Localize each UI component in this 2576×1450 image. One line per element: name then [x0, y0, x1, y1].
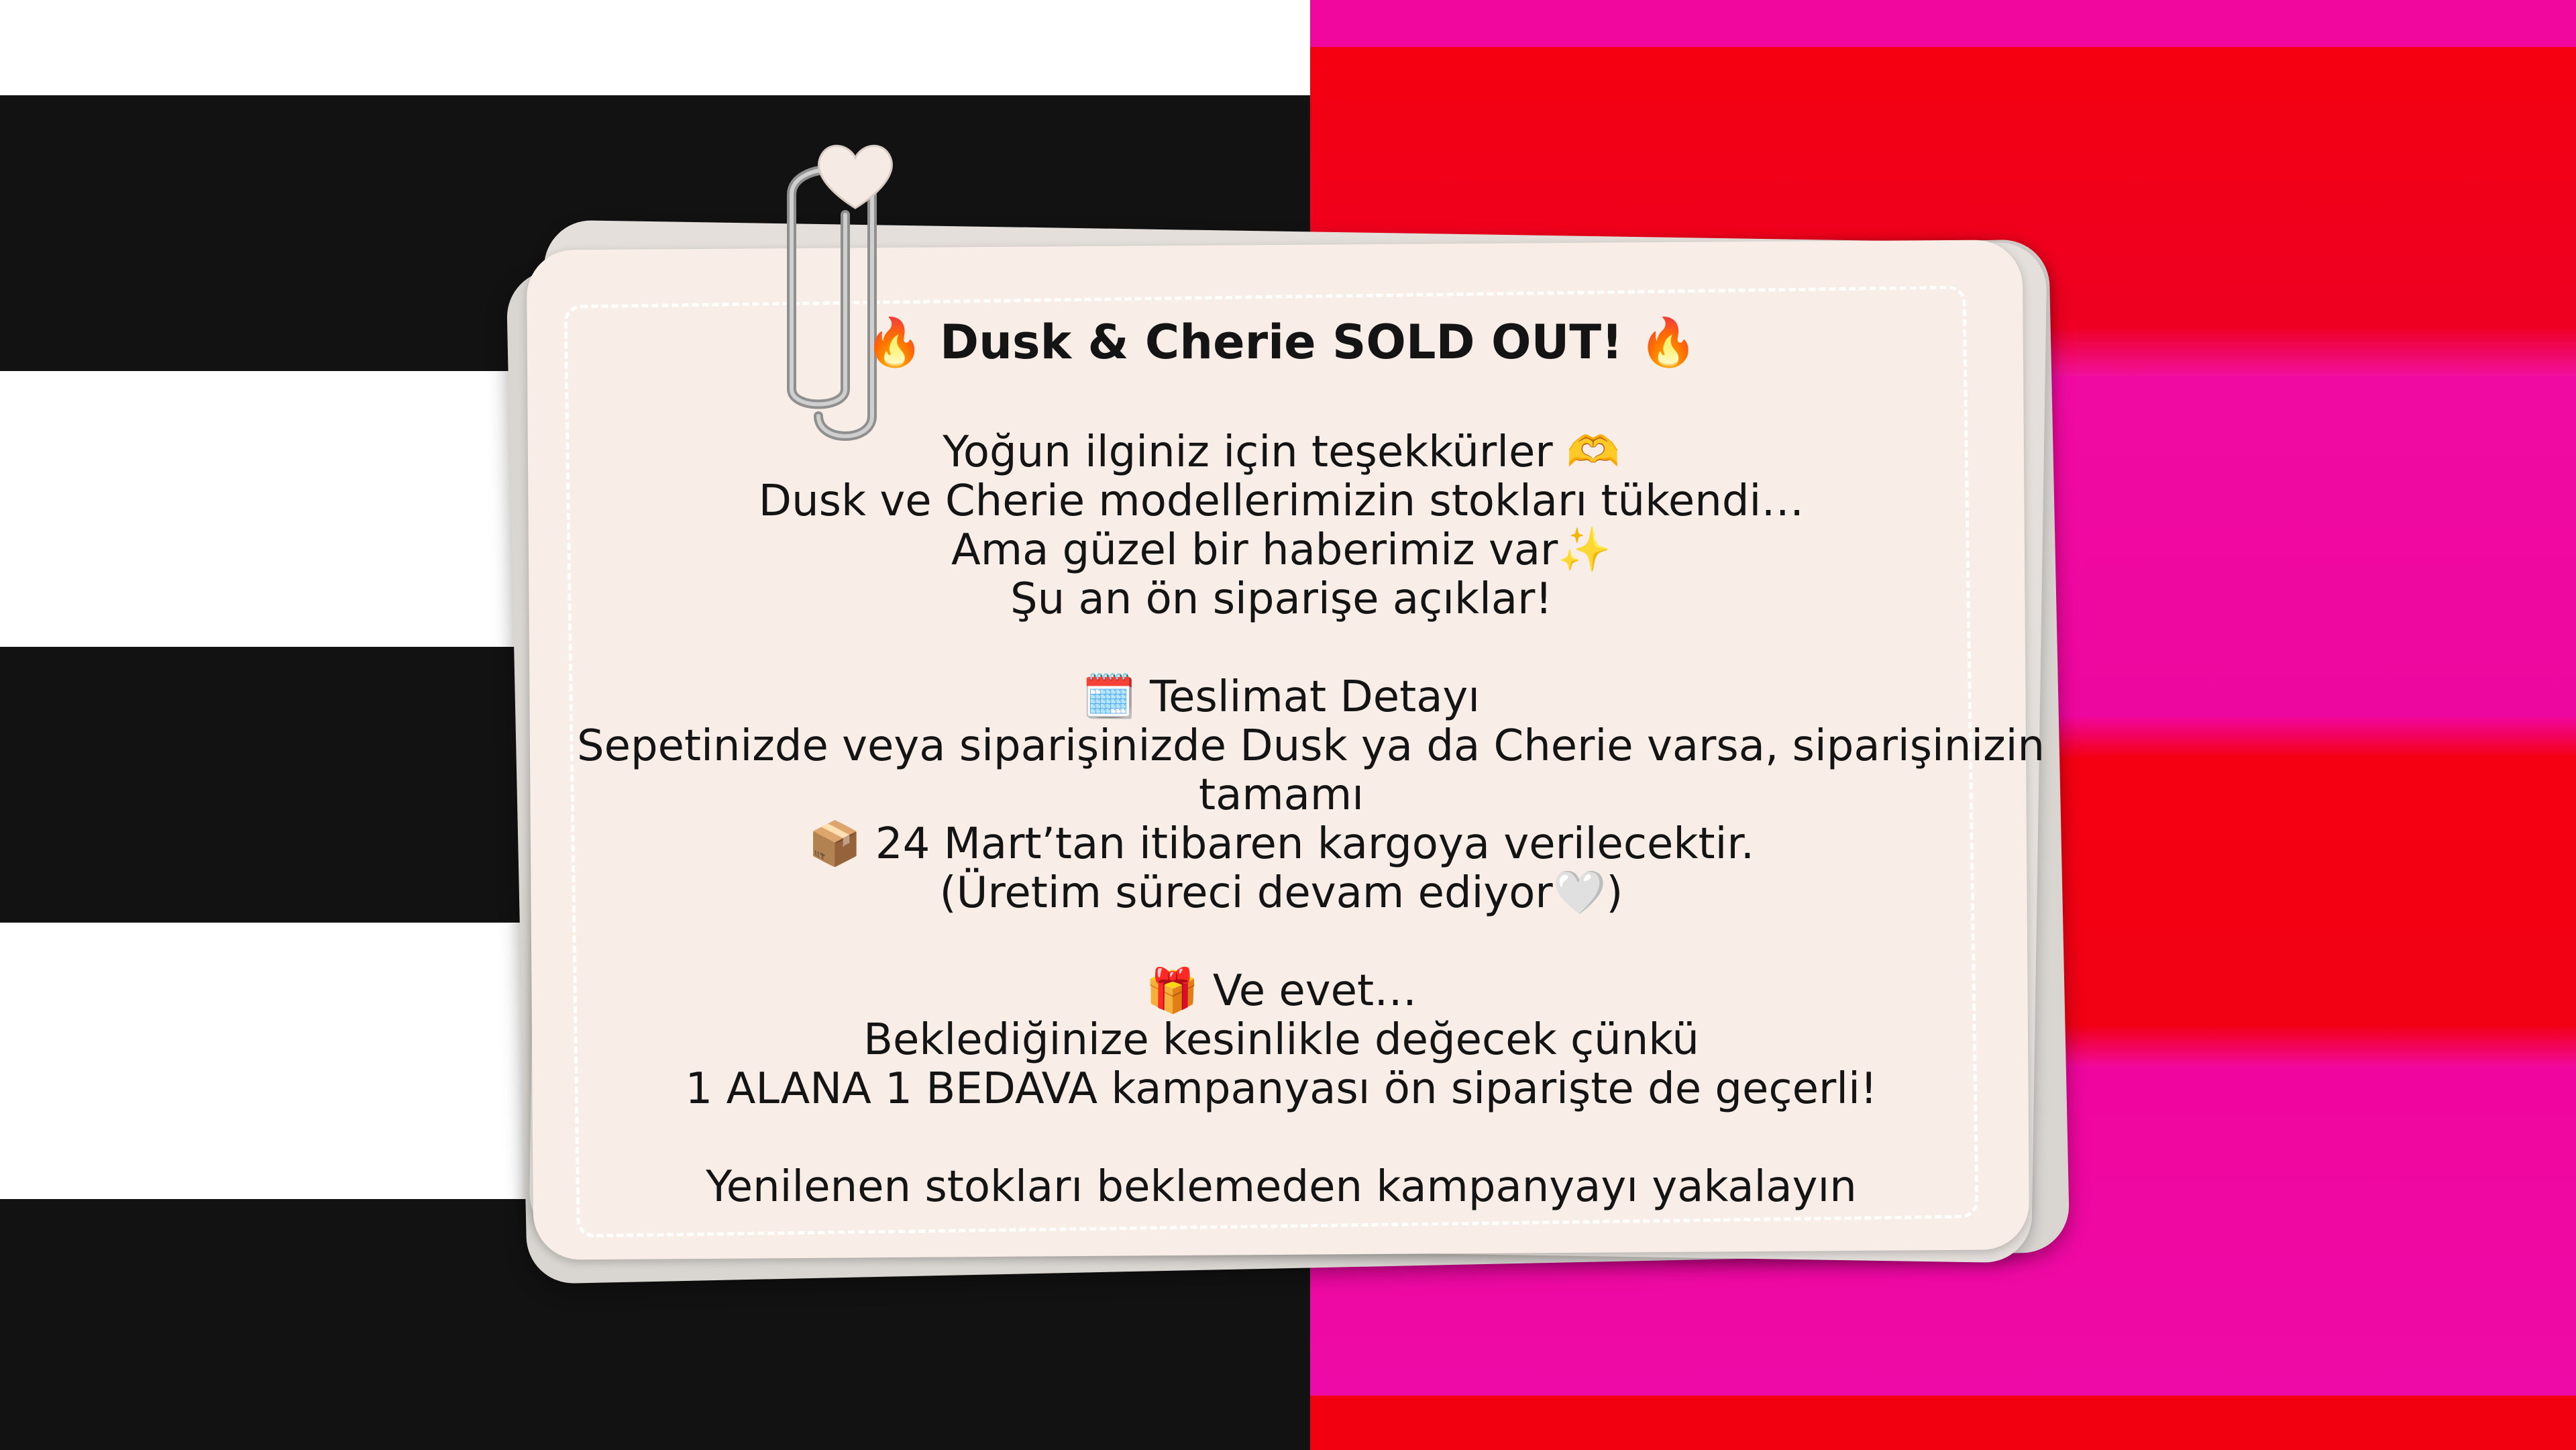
white-stripe [0, 0, 1310, 95]
delivery-line: (Üretim süreci devam ediyor🤍) [939, 868, 1623, 918]
closing-line: Yenilenen stokları beklemeden kampanyayı yakalayın [706, 1162, 1857, 1212]
pink-stripe [1310, 0, 2576, 47]
delivery-line: Sepetinizde veya siparişinizde Dusk ya da Cherie varsa, siparişinizin [577, 721, 2045, 771]
campaign-line: Beklediğinize kesinlikle değecek çünkü [863, 1015, 1699, 1065]
intro-line: Şu an ön siparişe açıklar! [1010, 574, 1553, 624]
announcement-title: 🔥 Dusk & Cherie SOLD OUT! 🔥 [865, 315, 1698, 370]
campaign-heading: 🎁 Ve evet… [1145, 966, 1417, 1016]
delivery-heading: 🗓️ Teslimat Detayı [1082, 672, 1481, 722]
intro-line: Ama güzel bir haberimiz var✨ [951, 525, 1612, 575]
announcement-text [577, 305, 2045, 1212]
intro-line: Dusk ve Cherie modellerimizin stokları tükendi… [758, 476, 1805, 526]
delivery-line: 📦 24 Mart’tan itibaren kargoya verilecektir. [808, 819, 1755, 869]
red-stripe [1310, 1396, 2576, 1450]
delivery-line: tamamı [1199, 770, 1364, 820]
campaign-line: 1 ALANA 1 BEDAVA kampanyası ön siparişte de geçerli! [685, 1064, 1878, 1114]
intro-line: Yoğun ilginiz için teşekkürler 🫶 [943, 427, 1620, 477]
